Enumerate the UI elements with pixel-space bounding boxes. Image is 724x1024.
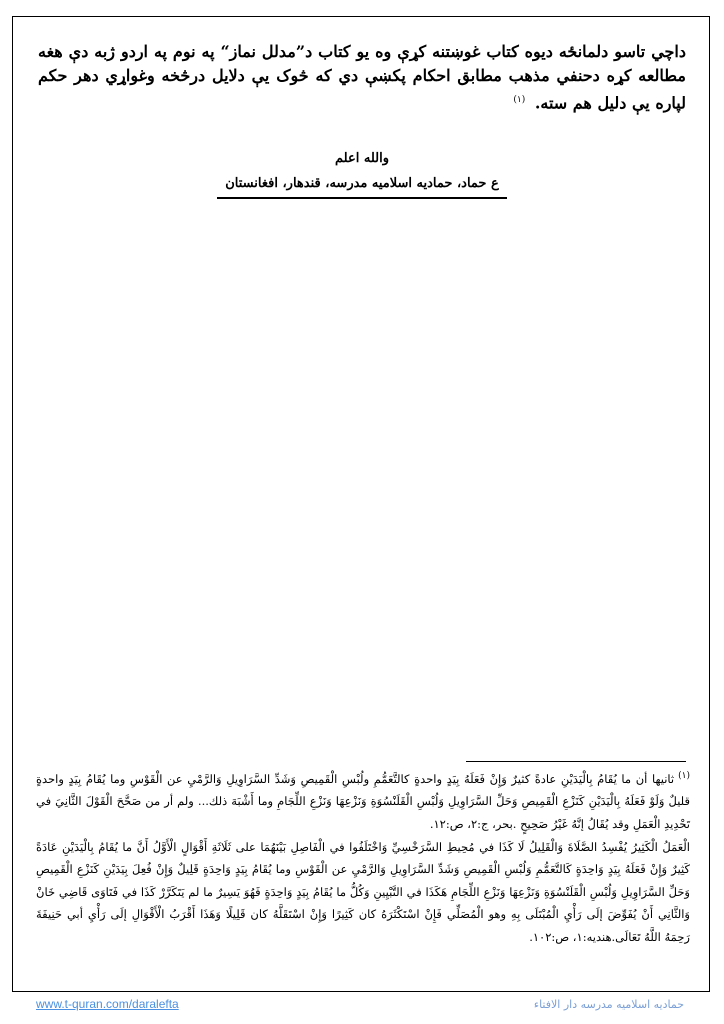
footnote-number: (۱) [678, 771, 690, 781]
footnote-text-1: ثانيها أن ما يُقَامُ بِالْيَدَيْنِ عادةً كثيرٌ وَإِنْ فَعَلَهُ بِيَدٍ واحدةٍ كالتَّعَمُّمِ ولُبْسِ الْقَمِيصِ وَشَدِّ السَّرَاوِيلِ وَالرَّمْيِ عن الْقَوْسِ وما يُقَامُ بِيَدٍ واحدةٍ قليلٌ وَلَوْ فَعَلَهُ بِالْيَدَيْنِ كَنَزْعِ الْقَمِيصِ وَحَلِّ السَّرَاوِيلِ وَلُبْسِ الْقَلَنْسُوَةِ وَنَزْعِهَا وَنَزْعِ اللِّجَامِ وما أَشْبَهَ ذلك... ولم أر من صَحَّحَ الْقَوْلَ الثَّانِيَ في تَحْدِيدِ الْعَمَلِ وقد يُقَالُ إنَّهُ غَيْرُ صَحِيحٍ .بحر، ج:٢، ص:١٢. [36, 771, 690, 832]
footnote-text-2: الْعَمَلُ الْكَثِيرُ يُفْسِدُ الصَّلَاةَ وَالْقَلِيلُ لَا كَذَا في مُحِيطِ السَّرَخْسِيِّ وَاخْتَلَفُوا في الْفَاصِلِ بَيْنَهُمَا على ثَلَاثَةِ أَقْوَالٍ الْأَوَّلُ أَنَّ ما يُقَامُ بِالْيَدَيْنِ عَادَةً كَثِيرٌ وَإِنْ فَعَلَهُ بِيَدٍ وَاحِدَةٍ كَالتَّعَمُّمِ وَلُبْسِ الْقَمِيصِ وَشَدِّ السَّرَاوِيلِ وَالرَّمْيِ عن الْقَوْسِ وما يُقَامُ بِيَدٍ وَاحِدَةٍ قَلِيلٌ وَإِنْ فُعِلَ بِيَدَيْنِ كَنَزْعِ الْقَمِيصِ وَحَلِّ السَّرَاوِيلِ وَلُبْسِ الْقَلَنْسُوَةِ وَنَزْعِهَا وَنَزْعِ اللِّجَامِ هَكَذَا في التَّبْيِينِ وَكُلُّ ما يُقَامُ بِيَدٍ وَاحِدَةٍ فَهُوَ يَسِيرٌ ما لم يَتَكَرَّرْ كَذَا في فَتَاوَى قَاضِي خَانْ وَالثَّانِي أَنْ يُفَوِّضَ إلَى رَأْيِ الْمُبْتَلَى بِهِ وهو الْمُصَلِّي فَإِنْ اسْتَكْثَرَهُ كان كَثِيرًا وَإِنْ اسْتَقَلَّهُ كان قَلِيلًا وَهَذَا أَقْرَبُ الْأَقْوَالِ إلَى رَأْيِ أبي حَنِيفَةَ رَحِمَهُ اللَّهُ تَعَالَى.هنديه:١، ص:١٠٢. [36, 839, 690, 944]
signature-line: ع حماد، حماديه اسلاميه مدرسه، قندهار، افغانستان [217, 172, 507, 199]
footnote-separator [466, 761, 686, 762]
answer-text: داچي تاسو دلمانځه ديوه کتاب غوښتنه کړې وه يو کتاب د”مدلل نماز“ په نوم په اردو ژبه دې هغه مطالعه کړه دحنفي مذهب مطابق احکام پکښې دي که څوک يې دلايل درڅخه وغواړي دهر حکم لپاره يې دليل هم سته. [38, 42, 686, 113]
footer-website-link[interactable]: www.t-quran.com/daralefta [36, 997, 179, 1011]
footnote-paragraph-1 [36, 765, 690, 836]
question-answer-body [38, 40, 686, 115]
page-footer [36, 994, 684, 1014]
footer-organization: حماديه اسلاميه مدرسه دار الافتاء [533, 997, 684, 1011]
footnote-paragraph-2 [36, 836, 690, 949]
footnotes-block [36, 765, 690, 949]
wallahu-alam: والله اعلم [335, 151, 389, 166]
closing-block [0, 148, 724, 199]
footnote-reference[interactable]: (۱) [513, 95, 526, 105]
